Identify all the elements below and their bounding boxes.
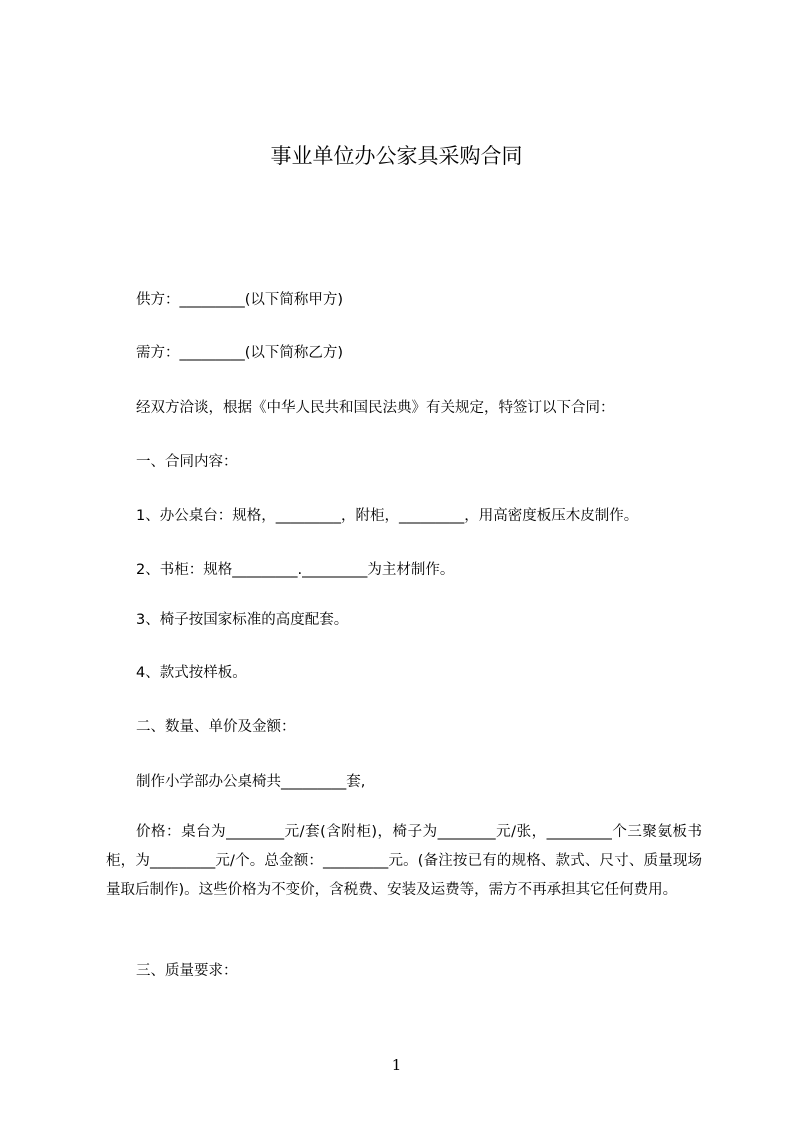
- quantity-line: 制作小学部办公桌椅共_________套,: [136, 774, 366, 790]
- item-2-bookcase: 2、书柜：规格_________._________为主材制作。: [136, 562, 455, 578]
- item-4-style: 4、款式按样板。: [136, 665, 247, 681]
- buyer-line: 需方：_________(以下简称乙方): [136, 345, 344, 361]
- item-1-desks: 1、办公桌台：规格，_________，附柜，_________，用高密度板压木皮制作。: [136, 508, 639, 524]
- section-1-heading: 一、合同内容：: [136, 454, 238, 470]
- price-paragraph: 价格：桌台为________元/套(含附柜)，椅子为________元/张，_________个三聚氨板书柜，为_________元/个。总金额：_________元。(备注按已有的规格、款式、尺寸、质量现场量取后制作)。这些价格为不变价，含税费、安装及运费等，需方不再承担其它任何费用。: [106, 824, 702, 898]
- item-3-chairs: 3、椅子按国家标准的高度配套。: [136, 612, 349, 628]
- document-title: 事业单位办公家具采购合同: [270, 144, 523, 168]
- section-2-heading: 二、数量、单价及金额：: [136, 719, 296, 735]
- page-number: 1: [391, 1056, 402, 1074]
- supplier-line: 供方：_________(以下简称甲方): [136, 292, 344, 308]
- section-3-heading: 三、质量要求：: [136, 963, 238, 979]
- preamble-line: 经双方洽谈，根据《中华人民共和国民法典》有关规定，特签订以下合同：: [136, 400, 615, 416]
